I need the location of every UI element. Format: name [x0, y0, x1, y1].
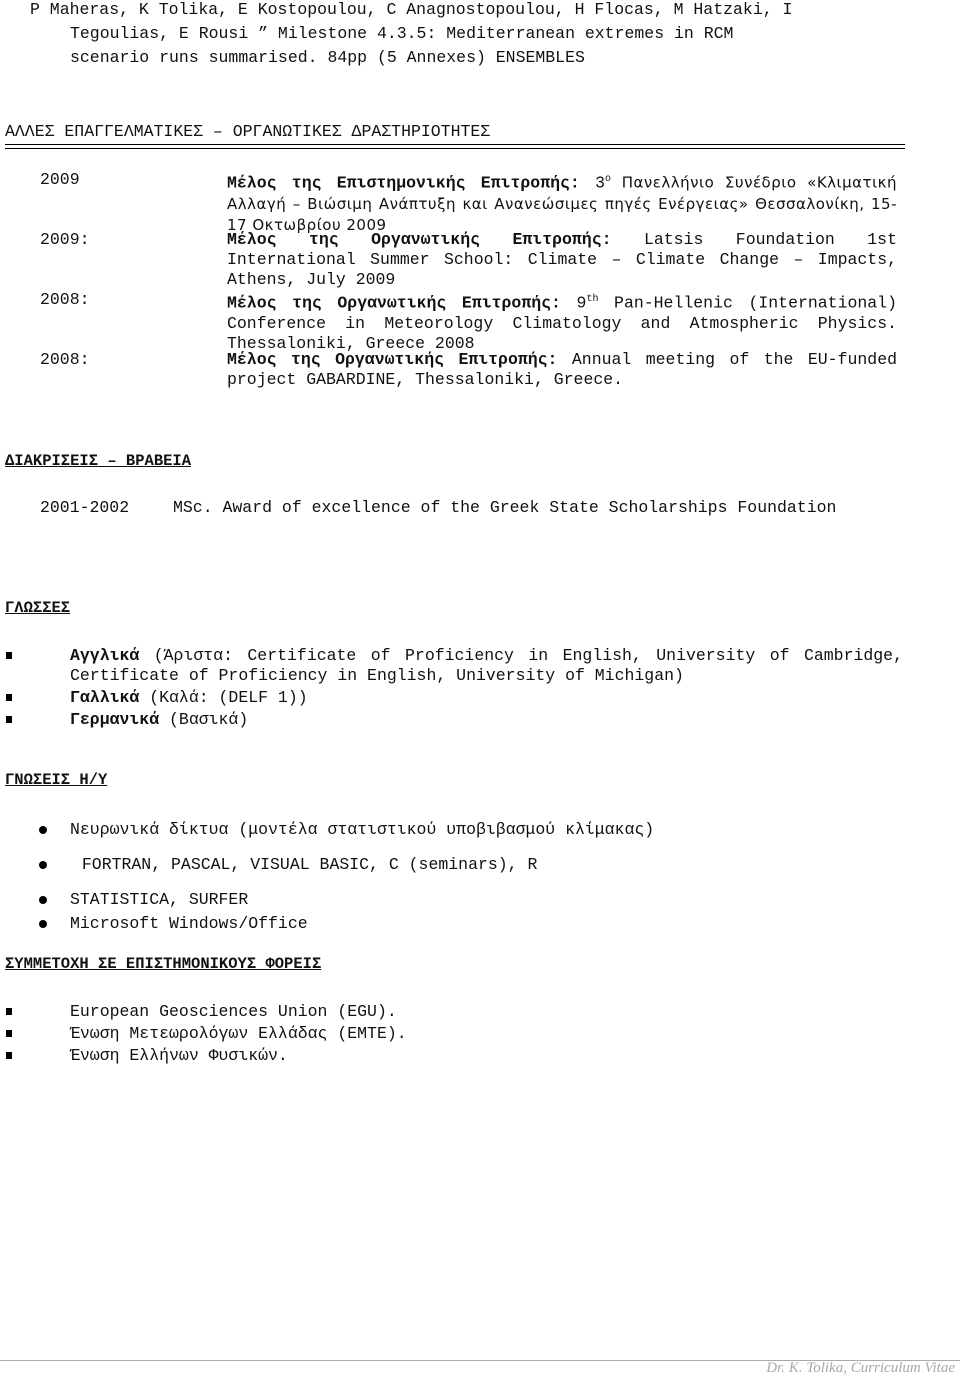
computer-item-text: Microsoft Windows/Office [70, 914, 308, 933]
activity-text: Latsis Foundation 1st International Summer School: Climate – Climate Change – Impacts, Athens, July 2009 [227, 230, 897, 289]
language-name: Γαλλικά [70, 688, 140, 707]
language-item [0, 710, 905, 732]
language-detail: (Άριστα: Certificate of Proficiency in English, University of Cambridge, Certificate of Proficiency in English, University of Michigan) [70, 646, 903, 685]
society-item [0, 1002, 905, 1024]
society-item-text: Ένωση Ελλήνων Φυσικών. [70, 1046, 288, 1065]
computer-item-text: FORTRAN, PASCAL, VISUAL BASIC, C (seminars), R [72, 855, 538, 874]
computer-item-text: Νευρωνικά δίκτυα (μοντέλα στατιστικού υποβιβασμού κλίμακας) [70, 820, 655, 839]
activity-entry [40, 350, 900, 390]
publication-line-1: P Maheras, K Tolika, E Kostopoulou, C Anagnostopoulou, H Flocas, M Hatzaki, I [30, 0, 793, 19]
activity-entry [40, 290, 900, 353]
award-text: MSc. Award of excellence of the Greek State Scholarships Foundation [173, 498, 837, 517]
activity-year: 2009 [40, 170, 80, 189]
activity-role: Μέλος της Οργανωτικής Επιτροπής: [227, 230, 612, 249]
activity-role: Μέλος της Οργανωτικής Επιτροπής: [227, 350, 558, 369]
activity-sup: th [586, 294, 599, 305]
computer-item [0, 855, 905, 877]
publication-entry [30, 0, 902, 20]
computer-item [0, 890, 905, 912]
activity-role: Μέλος της Οργανωτικής Επιτροπής: [227, 293, 561, 313]
award-year: 2001-2002 [40, 498, 130, 517]
award-entry [40, 498, 906, 538]
computer-item-text: STATISTICA, SURFER [70, 890, 249, 909]
activity-text: Pan-Hellenic (International) Conference in Meteorology Climatology and Atmospheric Physics. Thessaloniki, Greece 2008 [227, 293, 897, 353]
society-item-text: Ένωση Μετεωρολόγων Ελλάδας (ΕΜΤΕ). [70, 1024, 407, 1043]
language-detail: (Βασικά) [159, 710, 249, 729]
section-heading-awards: ΔΙΑΚΡΙΣΕΙΣ – ΒΡΑΒΕΙΑ [5, 452, 192, 470]
activity-text: Annual meeting of the EU-funded project GABARDINE, Thessaloniki, Greece. [227, 350, 897, 389]
language-item [0, 646, 905, 690]
activity-year: 2008: [40, 290, 90, 309]
language-item [0, 688, 905, 710]
computer-item [0, 820, 905, 842]
section-heading-societies: ΣΥΜΜΕΤΟΧΗ ΣΕ ΕΠΙΣΤΗΜΟΝΙΚΟΥΣ ΦΟΡΕΙΣ [5, 955, 322, 973]
activity-text: Πανελλήνιο Συνέδριο «Κλιματική Αλλαγή – Βιώσιμη Ανάπτυξη και Ανανεώσιμες πηγές Ενέργειας» Θεσσαλονίκη, 15-17 Οκτωβρίου 2009 [227, 173, 898, 234]
round-bullet-icon [39, 861, 47, 869]
page-footer: Dr. K. Tolika, Curriculum Vitae [766, 1360, 955, 1376]
language-name: Αγγλικά [70, 646, 140, 665]
activity-entry [40, 230, 900, 290]
square-bullet-icon [6, 694, 12, 701]
publication-line-3: scenario runs summarised. 84pp (5 Annexes) ENSEMBLES [70, 48, 585, 67]
round-bullet-icon [39, 920, 47, 928]
activity-number: 3 [579, 173, 606, 193]
square-bullet-icon [6, 1030, 12, 1037]
double-divider [5, 144, 905, 149]
activity-role: Μέλος της Επιστημονικής Επιτροπής: [227, 173, 580, 193]
square-bullet-icon [6, 652, 12, 659]
activity-number: 9 [560, 293, 587, 313]
language-detail: (Καλά: (DELF 1)) [139, 688, 308, 707]
section-heading-computers: ΓΝΩΣΕΙΣ Η/Υ [5, 771, 108, 789]
activity-entry [40, 170, 900, 234]
computer-item [0, 914, 905, 936]
round-bullet-icon [39, 896, 47, 904]
section-heading-languages: ΓΛΩΣΣΕΣ [5, 599, 71, 617]
activity-year: 2009: [40, 230, 90, 249]
round-bullet-icon [39, 826, 47, 834]
publication-line-2: Tegoulias, E Rousi ” Milestone 4.3.5: Mediterranean extremes in RCM [70, 24, 734, 43]
language-name: Γερμανικά [70, 710, 160, 729]
society-item [0, 1046, 905, 1068]
section-heading-activities: ΑΛΛΕΣ ΕΠΑΓΓΕΛΜΑΤΙΚΕΣ – ΟΡΓΑΝΩΤΙΚΕΣ ΔΡΑΣΤΗΡΙΟΤΗΤΕΣ [5, 122, 491, 141]
activity-year: 2008: [40, 350, 90, 369]
society-item-text: European Geosciences Union (EGU). [70, 1002, 397, 1021]
square-bullet-icon [6, 1008, 12, 1015]
square-bullet-icon [6, 1052, 12, 1059]
square-bullet-icon [6, 716, 12, 723]
society-item [0, 1024, 905, 1046]
activity-sup: ο [605, 174, 612, 185]
